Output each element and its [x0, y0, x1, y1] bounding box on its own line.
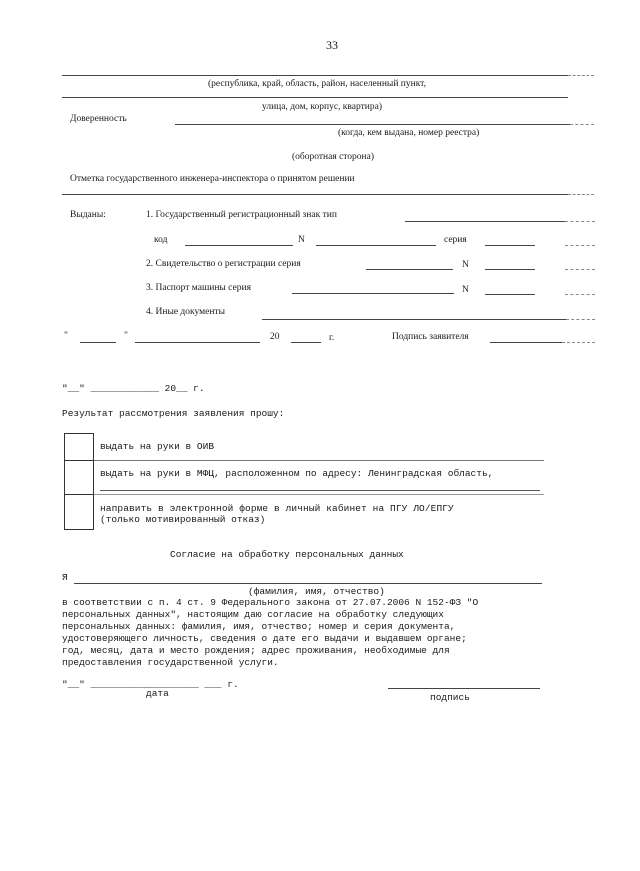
option-separator-1 [94, 460, 544, 461]
applicant-signature-line [490, 342, 562, 343]
plate-type-line [405, 221, 565, 222]
consent-i-label: Я [62, 572, 68, 583]
option-3-label-line-1: направить в электронной форме в личный кабинет на ПГУ ЛО/ЕПГУ [100, 503, 454, 514]
consent-date: "__" ___________________ ___ г. [62, 679, 239, 690]
passport-n-tail [565, 294, 595, 295]
code-series-label: серия [444, 235, 467, 245]
certificate-n-label: N [462, 260, 469, 270]
reverse-side-label: (оборотная сторона) [292, 152, 375, 162]
consent-body-line-5: год, месяц, дата и место рождения; адрес проживания, необходимые для [62, 645, 450, 656]
consent-name-caption: (фамилия, имя, отчество) [248, 586, 385, 597]
date-year-suffix: г. [329, 333, 335, 343]
power-of-attorney-line [175, 124, 570, 125]
date-year-line [291, 342, 321, 343]
consent-signature-caption: подпись [430, 692, 470, 703]
address-line-1 [62, 75, 568, 76]
other-documents-tail [566, 319, 595, 320]
power-of-attorney-label: Доверенность [70, 114, 127, 124]
date-year-prefix: 20 [270, 332, 280, 342]
power-of-attorney-line-tail [570, 124, 594, 125]
request-title: Результат рассмотрения заявления прошу: [62, 408, 285, 419]
date-quote-close: " [124, 331, 128, 341]
date-day-line [80, 342, 116, 343]
option-1-checkbox[interactable] [64, 433, 94, 461]
code-series-tail [565, 245, 595, 246]
consent-title: Согласие на обработку персональных данных [170, 549, 404, 560]
certificate-n-line [485, 269, 535, 270]
certificate-series-line [366, 269, 453, 270]
certificate-n-tail [565, 269, 595, 270]
code-n-line [316, 245, 436, 246]
address-caption-2: улица, дом, корпус, квартира) [262, 102, 382, 112]
consent-date-caption: дата [146, 688, 169, 699]
option-1-label: выдать на руки в ОИВ [100, 441, 215, 452]
option-separator-2 [94, 494, 544, 495]
other-documents-line [262, 319, 566, 320]
issued-item-1: 1. Государственный регистрационный знак тип [146, 210, 337, 220]
issued-item-4: 4. Иные документы [146, 307, 225, 317]
address-line-2 [62, 97, 568, 98]
applicant-signature-label: Подпись заявителя [392, 332, 469, 342]
consent-body-line-6: предоставления государственной услуги. [62, 657, 279, 668]
address-caption-1: (республика, край, область, район, населенный пункт, [208, 79, 426, 89]
inspector-mark-line-tail [568, 194, 594, 195]
consent-body-line-4: удостоверяющего личность, сведения о дате его выдачи и выдавшем органе; [62, 633, 467, 644]
consent-signature-line [388, 688, 540, 689]
option-2-address-line [100, 490, 540, 491]
date-quote-open: " [64, 331, 68, 341]
option-2-label: выдать на руки в МФЦ, расположенном по адресу: Ленинградская область, [100, 468, 494, 479]
power-of-attorney-caption: (когда, кем выдана, номер реестра) [338, 128, 480, 138]
option-2-checkbox[interactable] [64, 460, 94, 495]
consent-body-line-1: в соответствии с п. 4 ст. 9 Федерального закона от 27.07.2006 N 152-ФЗ "О [62, 597, 479, 608]
plate-type-line-tail [565, 221, 595, 222]
inspector-mark-text: Отметка государственного инженера-инспектора о принятом решении [70, 174, 355, 184]
issued-label: Выданы: [70, 210, 106, 220]
issued-item-2: 2. Свидетельство о регистрации серия [146, 259, 301, 269]
consent-body-line-2: персональных данных", настоящим даю согласие на обработку следующих [62, 609, 444, 620]
consent-body-line-3: персональных данных: фамилия, имя, отчество; номер и серия документа, [62, 621, 456, 632]
code-series-line [485, 245, 535, 246]
date-month-line [135, 342, 260, 343]
issued-item-3: 3. Паспорт машины серия [146, 283, 251, 293]
applicant-signature-tail [562, 342, 595, 343]
inspector-mark-line [62, 194, 568, 195]
code-line [185, 245, 293, 246]
passport-series-line [292, 293, 454, 294]
passport-n-line [485, 294, 535, 295]
consent-name-line [74, 583, 542, 584]
address-line-1-tail [568, 75, 594, 76]
page-number: 33 [326, 38, 338, 52]
option-3-checkbox[interactable] [64, 494, 94, 530]
request-date: "__" ____________ 20__ г. [62, 383, 205, 394]
option-3-label-line-2: (только мотивированный отказ) [100, 514, 266, 525]
code-label: код [154, 235, 168, 245]
passport-n-label: N [462, 285, 469, 295]
code-n-label: N [298, 235, 305, 245]
